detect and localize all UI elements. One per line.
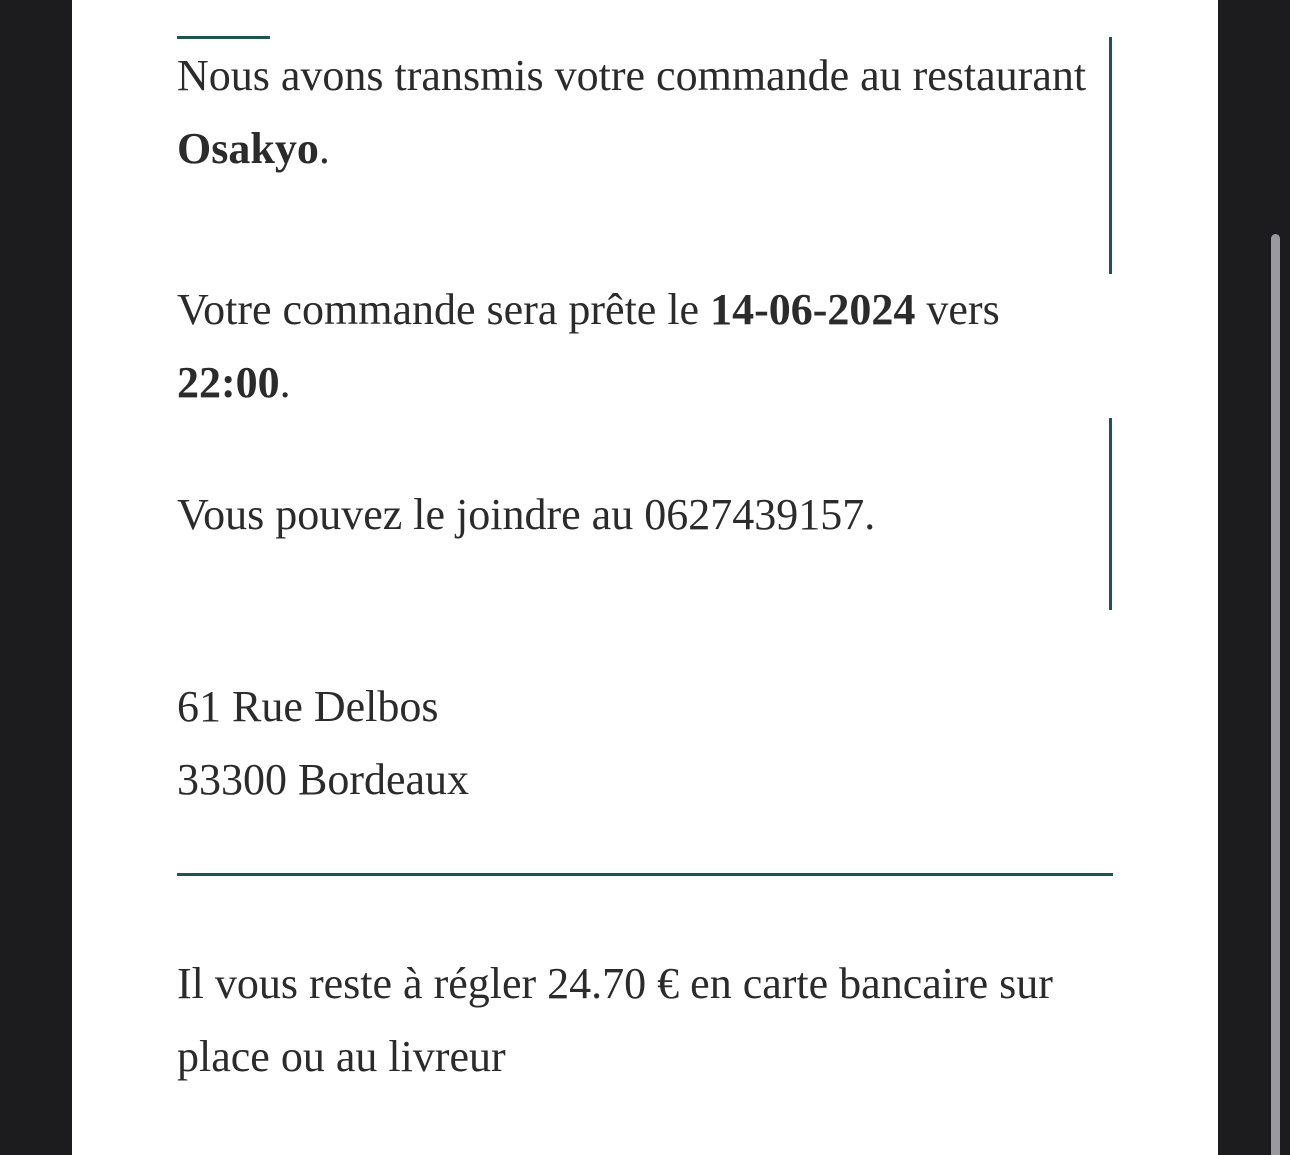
ready-time: 22:00: [177, 358, 280, 407]
payment-remaining-text: Il vous reste à régler 24.70 € en carte bancaire sur place ou au livreur: [177, 959, 1053, 1081]
order-transmitted-text: Nous avons transmis votre commande au restaurant Osakyo.: [177, 51, 1087, 173]
scrollbar-thumb[interactable]: [1271, 234, 1280, 1155]
section-divider: [177, 873, 1113, 876]
order-ready-text: Votre commande sera prête le 14-06-2024 vers 22:00.: [177, 285, 1000, 407]
order-transmitted-prefix: Nous avons transmis votre commande au restaurant: [177, 51, 1087, 100]
restaurant-address: [177, 670, 1113, 816]
ready-date: 14-06-2024: [710, 285, 916, 334]
restaurant-name: Osakyo: [177, 124, 319, 173]
email-body: [72, 0, 1218, 1155]
contact-text: Vous pouvez le joindre au 0627439157.: [177, 490, 876, 539]
address-street: 61 Rue Delbos: [177, 682, 439, 731]
address-city: 33300 Bordeaux: [177, 755, 470, 804]
